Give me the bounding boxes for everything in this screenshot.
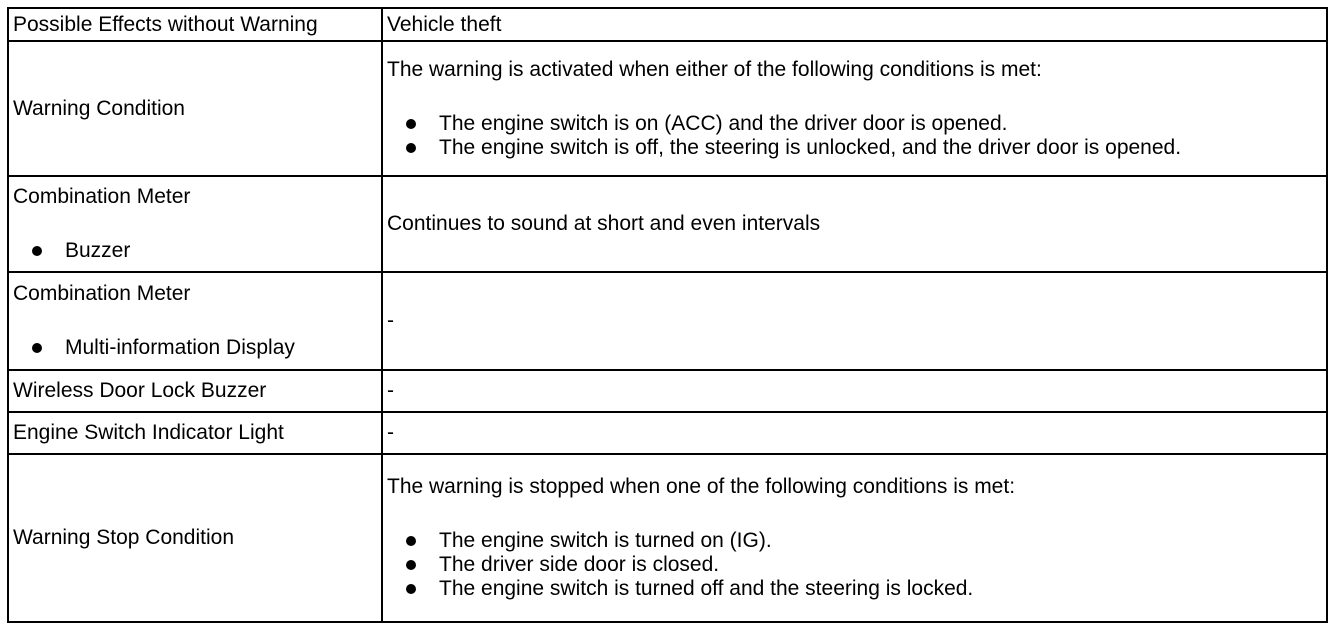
row-label: Wireless Door Lock Buzzer xyxy=(8,370,382,412)
list-item: The engine switch is off, the steering is unlocked, and the driver door is opened. xyxy=(387,136,1322,160)
row-label-title: Combination Meter xyxy=(13,185,191,208)
table-row xyxy=(8,41,1327,176)
table-row xyxy=(8,176,1327,272)
table-row xyxy=(8,412,1327,454)
list-item: The driver side door is closed. xyxy=(387,553,1322,577)
list-item: The engine switch is on (ACC) and the driver door is opened. xyxy=(387,112,1322,136)
table-row xyxy=(8,454,1327,622)
row-label xyxy=(8,272,382,370)
row-value xyxy=(382,41,1327,176)
stop-intro: The warning is stopped when one of the following conditions is met: xyxy=(387,475,1016,498)
condition-intro: The warning is activated when either of the following conditions is met: xyxy=(387,57,1042,81)
row-value: - xyxy=(382,370,1327,412)
row-value xyxy=(382,454,1327,622)
list-item: The engine switch is turned off and the steering is locked. xyxy=(387,577,1322,601)
row-label: Engine Switch Indicator Light xyxy=(8,412,382,454)
warning-table xyxy=(7,7,1328,623)
list-item: The engine switch is turned on (IG). xyxy=(387,529,1322,553)
row-label-title: Combination Meter xyxy=(13,282,191,305)
table-row xyxy=(8,272,1327,370)
row-label: Warning Stop Condition xyxy=(8,454,382,622)
row-sublabel: Multi-information Display xyxy=(13,336,377,360)
row-sublabel: Buzzer xyxy=(13,239,377,263)
row-label xyxy=(8,176,382,272)
row-label: Warning Condition xyxy=(8,41,382,176)
row-value: Vehicle theft xyxy=(382,8,1327,41)
row-value: - xyxy=(382,272,1327,370)
row-value: Continues to sound at short and even intervals xyxy=(382,176,1327,272)
row-value: - xyxy=(382,412,1327,454)
table-row xyxy=(8,8,1327,41)
table-row xyxy=(8,370,1327,412)
row-label: Possible Effects without Warning xyxy=(8,8,382,41)
